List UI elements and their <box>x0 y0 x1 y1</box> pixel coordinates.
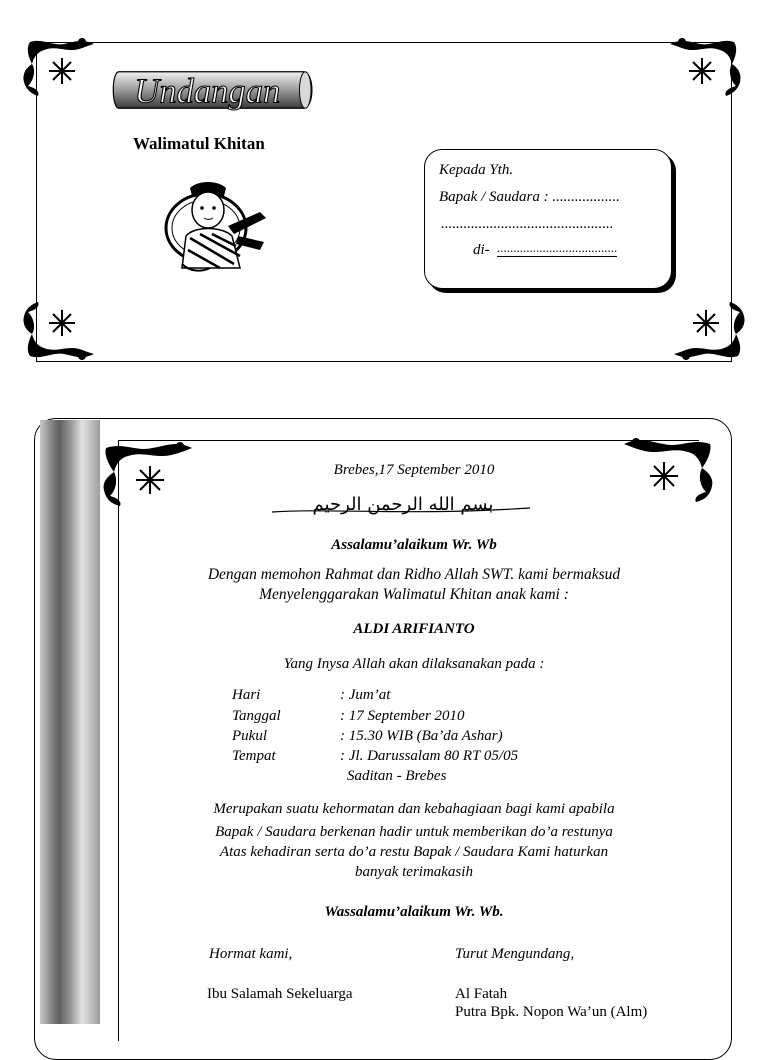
detail-value-place: : Jl. Darussalam 80 RT 05/05 <box>340 748 519 764</box>
intro-line-2: Menyelenggarakan Walimatul Khitan anak kami : <box>259 586 569 603</box>
greeting: Assalamu’alaikum Wr. Wb <box>331 537 497 553</box>
sign-right-name-1: Al Fatah <box>455 986 508 1002</box>
sign-right-label: Turut Mengundang, <box>455 946 575 962</box>
detail-value-date: : 17 September 2010 <box>340 708 465 724</box>
announce-line: Yang Inysa Allah akan dilaksanakan pada : <box>283 656 545 672</box>
corner-ornament-bottom-left-icon <box>22 296 100 362</box>
basmalah-text: بسم الله الرحمن الرحيم <box>312 494 494 515</box>
detail-value-day: : Jum’at <box>340 687 391 703</box>
closing-line-1: Merupakan suatu kehormatan dan kebahagiaan bagi kami apabila <box>213 801 615 817</box>
title-text: Undangan <box>134 72 281 111</box>
corner-ornament-top-right-icon <box>664 36 742 98</box>
detail-label-place: Tempat <box>232 748 276 764</box>
detail-label-day: Hari <box>232 687 261 703</box>
closing-line-4: banyak terimakasih <box>355 864 473 880</box>
detail-value-time: : 15.30 WIB (Ba’da Ashar) <box>340 728 503 744</box>
corner-ornament-bottom-right-icon <box>668 288 746 362</box>
intro-line-1: Dengan memohon Rahmat dan Ridho Allah SWT. kami bermaksud <box>207 566 621 583</box>
detail-value-place-line-2: Saditan - Brebes <box>347 768 447 784</box>
sign-right-name-2: Putra Bpk. Nopon Wa’un (Alm) <box>455 1004 648 1020</box>
detail-label-date: Tanggal <box>232 708 281 724</box>
date-place: Brebes,17 September 2010 <box>333 462 495 478</box>
address-name-field: Bapak / Saudara : .................. <box>439 189 620 205</box>
basmalah-calligraphy <box>268 490 538 522</box>
address-line-field: .............................................. <box>441 216 614 232</box>
closing-line-3: Atas kehadiran serta do’a restu Bapak / Saudara Kami haturkan <box>219 844 609 860</box>
subtitle: Walimatul Khitan <box>133 134 265 153</box>
sign-left-name: Ibu Salamah Sekeluarga <box>207 986 353 1002</box>
farewell: Wassalamu’alaikum Wr. Wb. <box>324 904 504 920</box>
sign-left-label: Hormat kami, <box>209 946 293 962</box>
closing-line-2: Bapak / Saudara berkenan hadir untuk memberikan do’a restunya <box>215 824 613 840</box>
boy-illustration-icon <box>160 176 280 276</box>
child-name: ALDI ARIFIANTO <box>353 621 475 637</box>
corner-ornament-top-left-icon <box>22 36 100 98</box>
scroll-roll-decoration <box>40 420 100 1024</box>
detail-label-time: Pukul <box>232 728 267 744</box>
title-banner <box>110 66 320 114</box>
address-recipient-label: Kepada Yth. <box>439 162 514 178</box>
address-city-field: ..................................... <box>497 240 618 255</box>
address-di-label: di- <box>473 242 490 258</box>
